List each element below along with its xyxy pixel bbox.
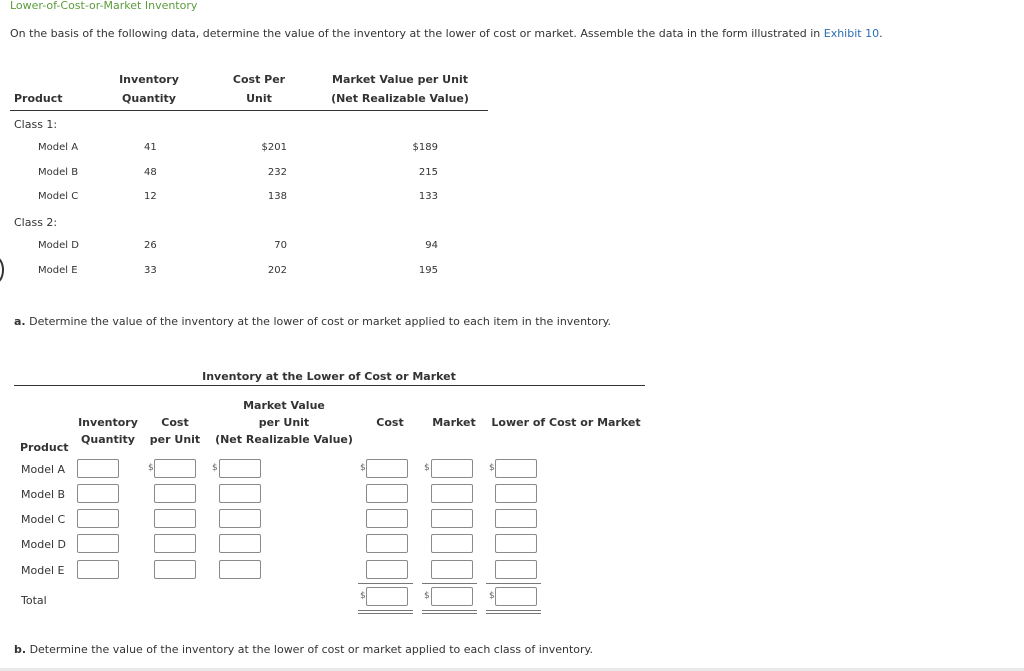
t1-row-market: 133 — [418, 191, 438, 202]
t1-row-market: $189 — [412, 142, 438, 153]
total-double-rule — [486, 610, 541, 611]
t2-header-mv-line3: (Net Realizable Value) — [215, 433, 353, 446]
t1-row-product: Model A — [38, 142, 79, 153]
t2-title-rule — [14, 385, 645, 386]
t2-header-lcm: Lower of Cost or Market — [491, 416, 641, 429]
cost-per-unit-field[interactable] — [155, 489, 195, 506]
market-input[interactable] — [431, 509, 473, 528]
t2-row-label: Model A — [21, 463, 66, 476]
market-input[interactable] — [431, 534, 473, 553]
t1-row-product: Model E — [38, 265, 78, 276]
market-per-unit-input[interactable] — [219, 509, 261, 528]
t2-header-cpu — [148, 414, 202, 448]
t1-header-rule — [10, 110, 488, 111]
total-market-input[interactable] — [431, 587, 473, 606]
t2-title: Inventory at the Lower of Cost or Market — [202, 370, 456, 383]
lcm-field[interactable] — [496, 539, 536, 556]
t1-row-cost: $201 — [261, 142, 287, 153]
lcm-input[interactable] — [495, 560, 537, 579]
t1-header-mv-line1: Market Value per Unit — [332, 73, 468, 86]
cost-per-unit-field[interactable] — [155, 539, 195, 556]
cost-field[interactable] — [367, 489, 407, 506]
intro-text — [10, 27, 883, 40]
t2-header-qty — [74, 414, 142, 448]
total-rule-cost — [358, 583, 413, 584]
cost-field[interactable] — [367, 539, 407, 556]
total-double-rule — [358, 613, 413, 614]
total-double-rule — [422, 610, 477, 611]
qty-field[interactable] — [78, 565, 118, 582]
total-cost-input[interactable] — [366, 587, 408, 606]
qty-input[interactable] — [77, 534, 119, 553]
t1-row-cost: 232 — [267, 167, 287, 178]
lcm-field[interactable] — [496, 464, 536, 481]
market-field[interactable] — [432, 565, 472, 582]
cost-per-unit-field[interactable] — [155, 565, 195, 582]
t1-header-product: Product — [14, 92, 63, 105]
intro-end: . — [879, 27, 883, 40]
t2-row-label: Model D — [21, 538, 66, 551]
t2-header-cost: Cost — [376, 416, 404, 429]
t1-row-product: Model B — [38, 167, 79, 178]
cost-input[interactable] — [366, 534, 408, 553]
t1-header-cost — [210, 70, 308, 108]
t1-row-qty: 48 — [144, 167, 157, 178]
qty-field[interactable] — [78, 514, 118, 531]
t1-row-product: Model D — [38, 240, 79, 251]
cost-field[interactable] — [367, 464, 407, 481]
t2-row-label: Model E — [21, 564, 65, 577]
t1-row-qty: 26 — [144, 240, 157, 251]
market-field[interactable] — [432, 489, 472, 506]
total-rule-lcm — [486, 583, 541, 584]
lcm-field[interactable] — [496, 565, 536, 582]
t1-row-product: Model C — [38, 191, 79, 202]
t2-row-label: Model C — [21, 513, 66, 526]
currency-sign: $ — [360, 591, 366, 601]
t1-row-cost: 202 — [267, 265, 287, 276]
t2-header-mv — [208, 397, 360, 448]
cost-input[interactable] — [366, 560, 408, 579]
t1-header-qty-line1: Inventory — [119, 73, 179, 86]
cost-field[interactable] — [367, 514, 407, 531]
market-per-unit-input[interactable] — [219, 459, 261, 478]
market-field[interactable] — [432, 539, 472, 556]
cost-field[interactable] — [367, 565, 407, 582]
part-b-question — [14, 643, 593, 656]
t1-row-cost: 138 — [267, 191, 287, 202]
market-per-unit-field[interactable] — [220, 565, 260, 582]
part-a-question — [14, 315, 611, 328]
market-per-unit-field[interactable] — [220, 539, 260, 556]
t1-header-cost-line1: Cost Per — [232, 73, 286, 86]
total-market-field[interactable] — [432, 592, 472, 609]
t1-header-mv-line2: (Net Realizable Value) — [331, 92, 469, 105]
total-lcm-input[interactable] — [495, 587, 537, 606]
part-a-label: a. — [14, 315, 26, 328]
cost-per-unit-input[interactable] — [154, 534, 196, 553]
currency-sign: $ — [424, 463, 430, 473]
t1-row-cost: 70 — [274, 240, 287, 251]
t2-row-label: Model B — [21, 488, 66, 501]
lcm-field[interactable] — [496, 514, 536, 531]
t2-header-cpu-line1: Cost — [161, 416, 189, 429]
lcm-input[interactable] — [495, 484, 537, 503]
market-per-unit-input[interactable] — [219, 534, 261, 553]
t2-header-cpu-line2: per Unit — [149, 433, 201, 446]
cost-input[interactable] — [366, 459, 408, 478]
t1-row-market: 94 — [425, 240, 438, 251]
t2-header-qty-line1: Inventory — [78, 416, 138, 429]
lcm-input[interactable] — [495, 509, 537, 528]
t1-header-qty — [98, 70, 200, 108]
cost-input[interactable] — [366, 484, 408, 503]
t1-row-qty: 33 — [144, 265, 157, 276]
currency-sign: $ — [424, 591, 430, 601]
cost-input[interactable] — [366, 509, 408, 528]
part-b-label: b. — [14, 643, 27, 656]
t2-header-market: Market — [432, 416, 476, 429]
total-cost-field[interactable] — [367, 592, 407, 609]
t2-header-mv-line2: per Unit — [258, 416, 310, 429]
cost-per-unit-input[interactable] — [154, 509, 196, 528]
market-field[interactable] — [432, 464, 472, 481]
market-per-unit-input[interactable] — [219, 484, 261, 503]
qty-input[interactable] — [77, 560, 119, 579]
class-1-label: Class 1: — [14, 118, 58, 131]
market-per-unit-field[interactable] — [220, 514, 260, 531]
t2-header-qty-line2: Quantity — [81, 433, 135, 446]
market-input[interactable] — [431, 459, 473, 478]
part-a-text: Determine the value of the inventory at the lower of cost or market applied to each item in the inventory. — [29, 315, 612, 328]
total-rule-market — [422, 583, 477, 584]
currency-sign: $ — [360, 463, 366, 473]
cost-per-unit-field[interactable] — [155, 464, 195, 481]
market-per-unit-input[interactable] — [219, 560, 261, 579]
market-per-unit-field[interactable] — [220, 489, 260, 506]
qty-input[interactable] — [77, 509, 119, 528]
t2-header-mv-line1: Market Value — [243, 399, 325, 412]
t1-header-cost-line2: Unit — [246, 92, 272, 105]
class-2-label: Class 2: — [14, 216, 58, 229]
total-double-rule — [358, 610, 413, 611]
qty-input[interactable] — [77, 459, 119, 478]
total-double-rule — [422, 613, 477, 614]
currency-sign: $ — [489, 591, 495, 601]
qty-field[interactable] — [78, 539, 118, 556]
cost-per-unit-input[interactable] — [154, 560, 196, 579]
cost-per-unit-input[interactable] — [154, 484, 196, 503]
market-per-unit-field[interactable] — [220, 464, 260, 481]
market-input[interactable] — [431, 484, 473, 503]
currency-sign: $ — [148, 463, 154, 473]
cost-per-unit-field[interactable] — [155, 514, 195, 531]
t1-header-qty-line2: Quantity — [122, 92, 176, 105]
t1-header-market — [320, 70, 480, 108]
page-title: Lower-of-Cost-or-Market Inventory — [10, 0, 198, 12]
t1-row-market: 195 — [418, 265, 438, 276]
exhibit-link[interactable]: Exhibit 10 — [823, 27, 880, 40]
t1-row-market: 215 — [418, 167, 438, 178]
t2-total-label: Total — [21, 594, 47, 607]
part-b-text: Determine the value of the inventory at the lower of cost or market applied to each class of inventory. — [29, 643, 593, 656]
lcm-field[interactable] — [496, 489, 536, 506]
market-field[interactable] — [432, 514, 472, 531]
total-double-rule — [486, 613, 541, 614]
currency-sign: $ — [212, 463, 218, 473]
qty-input[interactable] — [77, 484, 119, 503]
t1-row-qty: 12 — [144, 191, 157, 202]
lcm-input[interactable] — [495, 459, 537, 478]
t2-header-product: Product — [20, 441, 69, 454]
left-edge-arc — [0, 256, 4, 284]
qty-field[interactable] — [78, 464, 118, 481]
total-lcm-field[interactable] — [496, 592, 536, 609]
qty-field[interactable] — [78, 489, 118, 506]
lcm-input[interactable] — [495, 534, 537, 553]
market-input[interactable] — [431, 560, 473, 579]
intro-sentence: On the basis of the following data, determine the value of the inventory at the lower of cost or market. Assemble the data in the form illustrated in — [10, 27, 821, 40]
cost-per-unit-input[interactable] — [154, 459, 196, 478]
t1-row-qty: 41 — [144, 142, 157, 153]
currency-sign: $ — [489, 463, 495, 473]
